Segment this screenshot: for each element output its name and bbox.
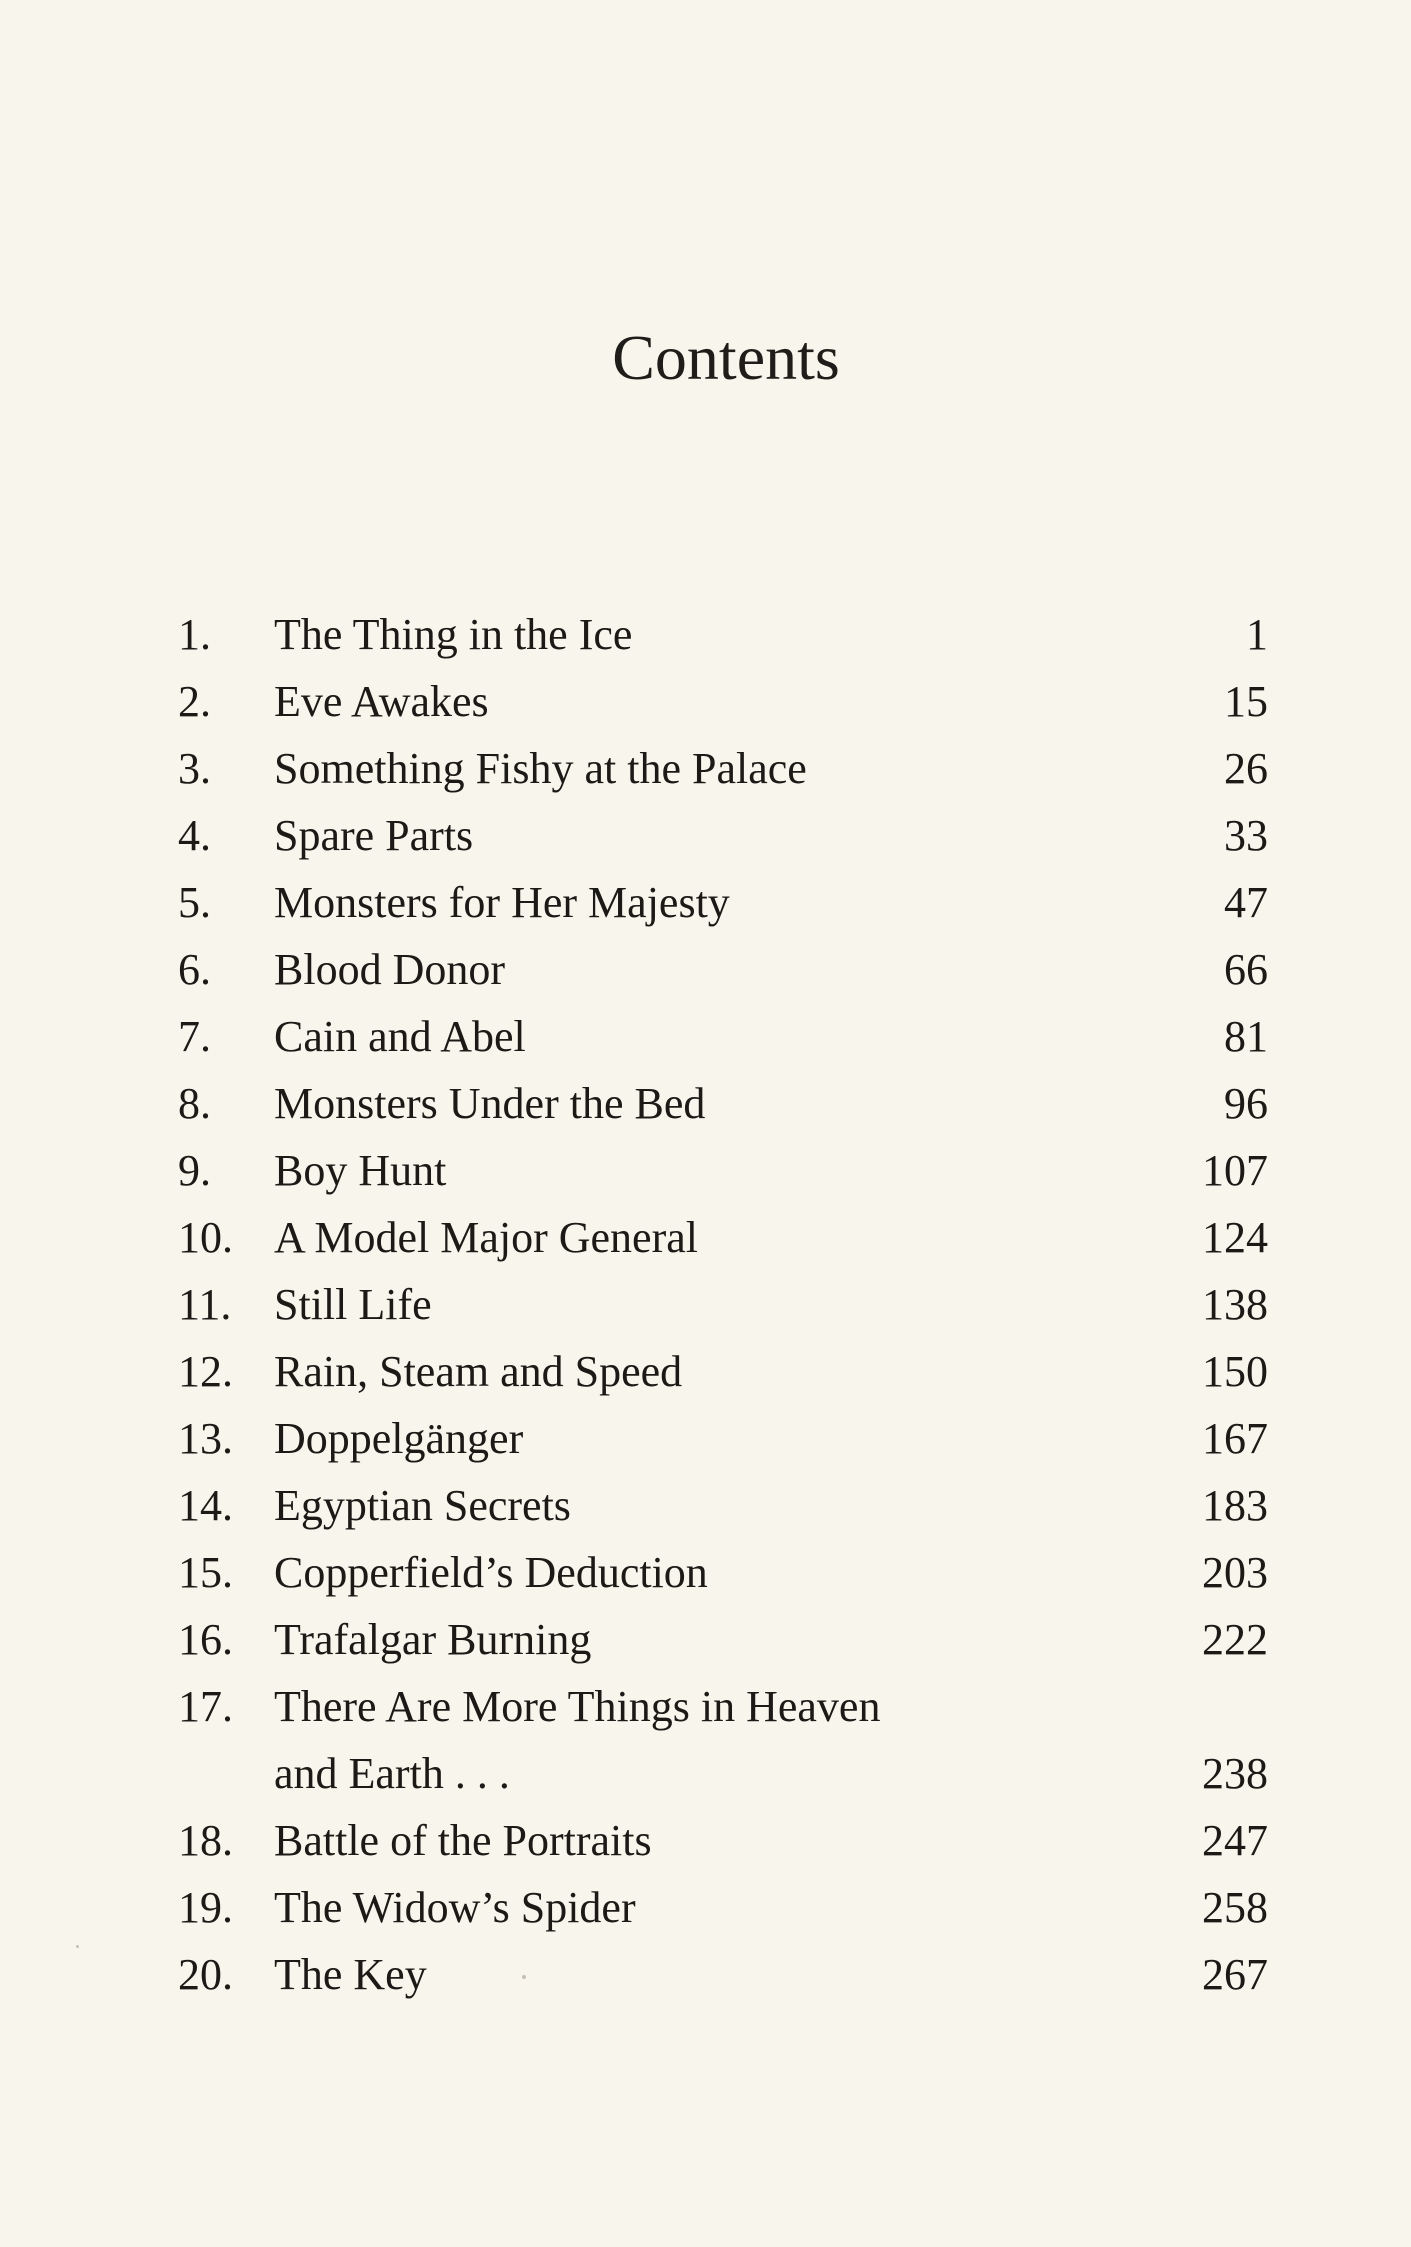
chapter-number: 13. — [178, 1414, 233, 1463]
page-number: 183 — [1202, 1481, 1268, 1530]
page-number: 150 — [1202, 1347, 1268, 1396]
chapter-number: 11. — [178, 1280, 232, 1329]
chapter-title: Trafalgar Burning — [274, 1615, 592, 1664]
page-number: 138 — [1202, 1280, 1268, 1329]
chapter-number: 14. — [178, 1481, 233, 1530]
toc-entry — [178, 735, 1268, 802]
chapter-title: Doppelgänger — [274, 1414, 524, 1463]
paper-speck — [522, 1975, 526, 1979]
page-number: 15 — [1224, 677, 1268, 726]
chapter-number: 3. — [178, 744, 211, 793]
toc-entry — [178, 1003, 1268, 1070]
chapter-title: The Thing in the Ice — [274, 610, 633, 659]
chapter-number: 17. — [178, 1682, 233, 1731]
toc-entry — [178, 1673, 1268, 1807]
chapter-number: 18. — [178, 1816, 233, 1865]
page-number: 203 — [1202, 1548, 1268, 1597]
chapter-title: There Are More Things in Heaven and Earth . . . — [274, 1682, 881, 1798]
chapter-number: 5. — [178, 878, 211, 927]
page-number: 81 — [1224, 1012, 1268, 1061]
toc-entry — [178, 668, 1268, 735]
page-number: 222 — [1202, 1615, 1268, 1664]
chapter-title: The Widow’s Spider — [274, 1883, 636, 1932]
chapter-title: Boy Hunt — [274, 1146, 447, 1195]
toc-entry — [178, 1539, 1268, 1606]
chapter-title: Spare Parts — [274, 811, 474, 860]
page-number: 1 — [1246, 610, 1268, 659]
toc-entry — [178, 1606, 1268, 1673]
page-number: 267 — [1202, 1950, 1268, 1999]
page-number: 47 — [1224, 878, 1268, 927]
toc-entry — [178, 802, 1268, 869]
toc-entry — [178, 1807, 1268, 1874]
toc-entry — [178, 1070, 1268, 1137]
chapter-number: 10. — [178, 1213, 233, 1262]
page-number: 167 — [1202, 1414, 1268, 1463]
toc-entry — [178, 1405, 1268, 1472]
chapter-title: A Model Major General — [274, 1213, 698, 1262]
toc-entry — [178, 1472, 1268, 1539]
page-number: 96 — [1224, 1079, 1268, 1128]
chapter-number: 6. — [178, 945, 211, 994]
page-number: 124 — [1202, 1213, 1268, 1262]
toc-entry — [178, 1271, 1268, 1338]
page-number: 26 — [1224, 744, 1268, 793]
page-number: 238 — [1202, 1749, 1268, 1798]
page-number: 66 — [1224, 945, 1268, 994]
paper-speck — [76, 1945, 79, 1948]
chapter-number: 4. — [178, 811, 211, 860]
page-number: 107 — [1202, 1146, 1268, 1195]
chapter-number: 19. — [178, 1883, 233, 1932]
toc-entry — [178, 1941, 1268, 2008]
chapter-title: Copperfield’s Deduction — [274, 1548, 708, 1597]
chapter-number: 2. — [178, 677, 211, 726]
chapter-title: The Key — [274, 1950, 427, 1999]
chapter-number: 15. — [178, 1548, 233, 1597]
toc-entry — [178, 1204, 1268, 1271]
page-number: 258 — [1202, 1883, 1268, 1932]
chapter-title: Something Fishy at the Palace — [274, 744, 807, 793]
toc-entry — [178, 1338, 1268, 1405]
page-title: Contents — [612, 322, 840, 393]
toc-entry — [178, 1137, 1268, 1204]
toc-entry — [178, 936, 1268, 1003]
chapter-title: Monsters Under the Bed — [274, 1079, 706, 1128]
chapter-number: 12. — [178, 1347, 233, 1396]
chapter-number: 20. — [178, 1950, 233, 1999]
toc-entry — [178, 601, 1268, 668]
chapter-number: 7. — [178, 1012, 211, 1061]
chapter-title: Still Life — [274, 1280, 432, 1329]
chapter-title: Cain and Abel — [274, 1012, 526, 1061]
page-number: 247 — [1202, 1816, 1268, 1865]
toc-entry — [178, 1874, 1268, 1941]
table-of-contents — [178, 601, 1268, 2008]
chapter-title: Egyptian Secrets — [274, 1481, 571, 1530]
chapter-title: Eve Awakes — [274, 677, 489, 726]
chapter-number: 1. — [178, 610, 211, 659]
chapter-number: 16. — [178, 1615, 233, 1664]
chapter-title: Blood Donor — [274, 945, 505, 994]
chapter-title: Rain, Steam and Speed — [274, 1347, 683, 1396]
chapter-title: Battle of the Portraits — [274, 1816, 652, 1865]
page-number: 33 — [1224, 811, 1268, 860]
chapter-number: 9. — [178, 1146, 211, 1195]
chapter-number: 8. — [178, 1079, 211, 1128]
chapter-title: Monsters for Her Majesty — [274, 878, 730, 927]
toc-entry — [178, 869, 1268, 936]
